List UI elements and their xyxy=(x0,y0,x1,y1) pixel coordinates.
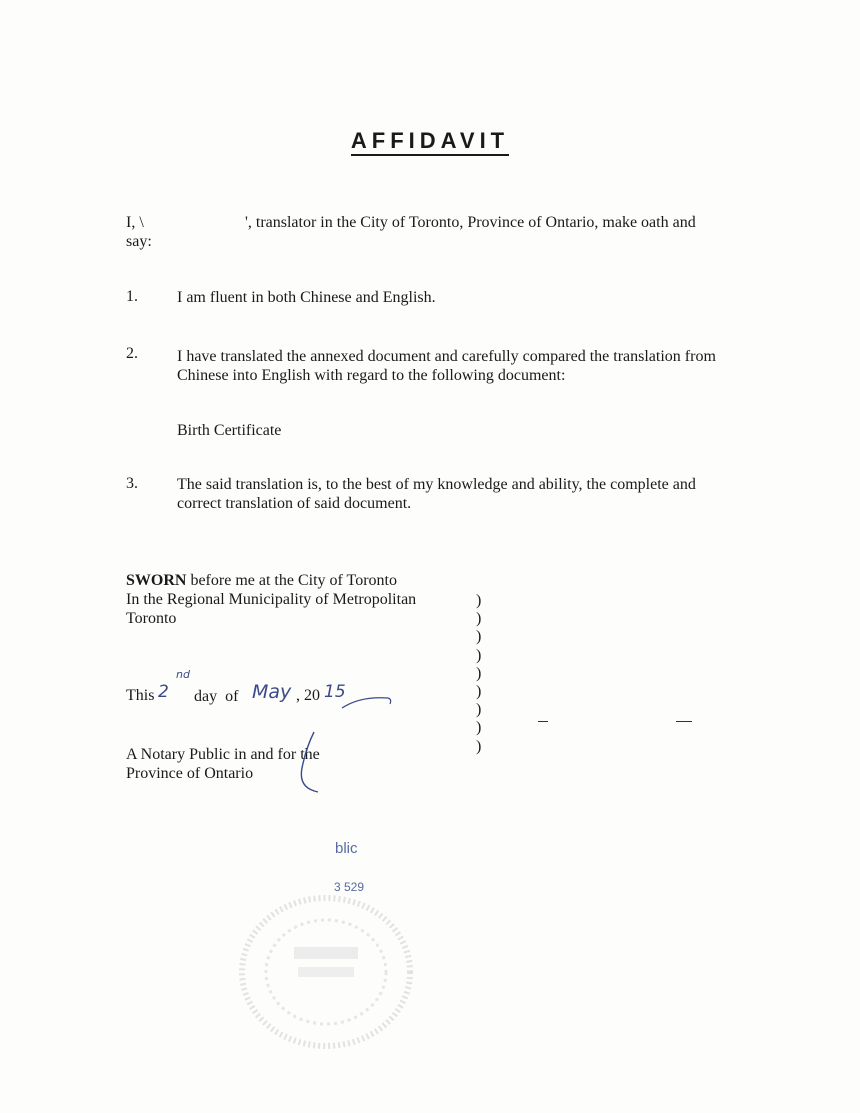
intro-line-1 xyxy=(126,213,144,232)
date-day-of: day of xyxy=(194,688,239,705)
notary-line-2: Province of Ontario xyxy=(126,765,254,782)
dash-mark xyxy=(676,721,692,722)
dash-mark xyxy=(538,721,548,722)
sworn-line-3: Toronto xyxy=(126,610,177,627)
item-3-text: The said translation is, to the best of my knowledge and ability, the complete and correct translation of said document. xyxy=(177,476,696,512)
date-month-handwritten: May xyxy=(252,681,292,703)
item-1-number: 1. xyxy=(126,288,138,305)
date-year-handwritten: 15 xyxy=(324,682,346,702)
stamp-text-2: 3 529 xyxy=(334,880,365,894)
intro-line-2: say: xyxy=(126,233,152,250)
date-this: This xyxy=(126,687,155,704)
document-name: Birth Certificate xyxy=(177,422,282,439)
parenthesis-column: ) ) ) ) ) ) ) ) ) xyxy=(476,592,482,755)
intro-prefix: I, \ xyxy=(126,214,144,231)
intro-line-1-rest xyxy=(245,213,696,232)
document-title: AFFIDAVIT xyxy=(0,128,860,154)
item-3-number: 3. xyxy=(126,475,138,492)
handwriting-flourish-icon xyxy=(340,690,396,716)
date-day-handwritten: 2 xyxy=(158,682,169,702)
notary-line-1: A Notary Public in and for the xyxy=(126,746,320,763)
item-2-number: 2. xyxy=(126,345,138,362)
item-2-text: I have translated the annexed document and carefully compared the translation from Chinese into English with regard to the following document: xyxy=(177,348,716,384)
item-1-text: I am fluent in both Chinese and English. xyxy=(177,289,436,306)
sworn-bold: SWORN xyxy=(126,572,187,589)
sworn-rest: before me at the City of Toronto xyxy=(186,572,397,589)
stamp-text-1: blic xyxy=(335,840,358,857)
date-day-superscript: nd xyxy=(176,668,190,681)
date-year-prefix: , 20 xyxy=(296,687,320,704)
sworn-line-1 xyxy=(126,571,397,590)
embossed-seal-icon xyxy=(236,892,416,1052)
intro-rest: ', translator in the City of Toronto, Province of Ontario, make oath and xyxy=(245,214,696,231)
signature-mark-icon xyxy=(292,728,332,798)
sworn-line-2: In the Regional Municipality of Metropolitan xyxy=(126,591,417,608)
